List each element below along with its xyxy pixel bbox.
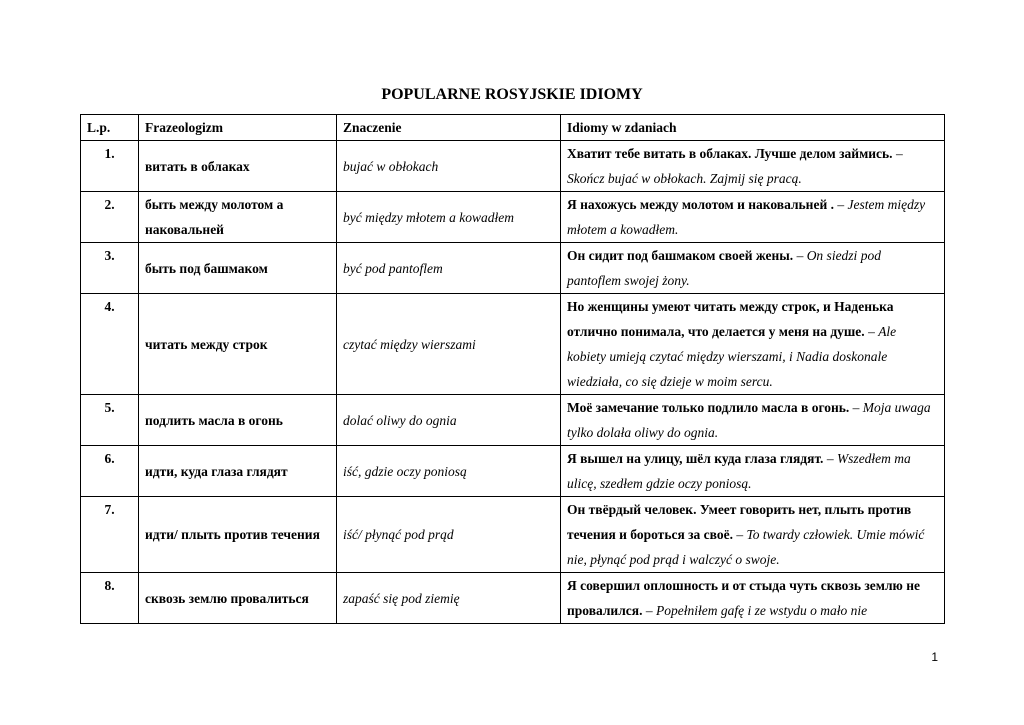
header-idiomy-w-zdaniach: Idiomy w zdaniach	[561, 115, 945, 141]
example-russian: Он твёрдый человек. Умеет говорить нет, плыть против течения и бороться за своё.	[567, 502, 912, 542]
row-number: 8.	[81, 573, 139, 624]
table-header-row	[81, 115, 945, 141]
example-polish: – Jestem między młotem a kowadłem.	[567, 197, 926, 237]
row-idiom: идти/ плыть против течения	[139, 497, 337, 573]
row-idiom: быть между молотом а наковальней	[139, 192, 337, 243]
table-row	[81, 497, 945, 573]
table-row	[81, 141, 945, 192]
row-number: 1.	[81, 141, 139, 192]
row-meaning: być między młotem a kowadłem	[337, 192, 561, 243]
table-row	[81, 446, 945, 497]
example-russian: Я совершил оплошность и от стыда чуть сквозь землю не провалился.	[567, 578, 921, 618]
row-idiom: сквозь землю провалиться	[139, 573, 337, 624]
example-polish: – Skończ bujać w obłokach. Zajmij się pracą.	[567, 146, 903, 186]
table-row	[81, 243, 945, 294]
row-idiom: быть под башмаком	[139, 243, 337, 294]
row-meaning: czytać między wierszami	[337, 294, 561, 395]
header-lp: L.p.	[81, 115, 139, 141]
row-number: 6.	[81, 446, 139, 497]
row-example	[561, 573, 945, 624]
table-row	[81, 294, 945, 395]
row-example	[561, 395, 945, 446]
row-number: 4.	[81, 294, 139, 395]
example-russian: Но женщины умеют читать между строк, и Наденька отлично понимала, что делается у меня на душе.	[567, 299, 894, 339]
row-example	[561, 294, 945, 395]
example-russian: Моё замечание только подлило масла в огонь.	[567, 400, 850, 415]
row-meaning: dolać oliwy do ognia	[337, 395, 561, 446]
table-row	[81, 192, 945, 243]
row-meaning: zapaść się pod ziemię	[337, 573, 561, 624]
example-russian: Он сидит под башмаком своей жены.	[567, 248, 794, 263]
row-number: 7.	[81, 497, 139, 573]
table-row	[81, 573, 945, 624]
row-example	[561, 192, 945, 243]
row-idiom: идти, куда глаза глядят	[139, 446, 337, 497]
row-meaning: iść, gdzie oczy poniosą	[337, 446, 561, 497]
row-number: 3.	[81, 243, 139, 294]
row-example	[561, 446, 945, 497]
example-polish: – Popełniłem gafę i ze wstydu o mało nie	[642, 603, 868, 618]
row-meaning: bujać w obłokach	[337, 141, 561, 192]
table-row	[81, 395, 945, 446]
row-example	[561, 243, 945, 294]
row-idiom: подлить масла в огонь	[139, 395, 337, 446]
example-russian: Хватит тебе витать в облаках. Лучше делом займись.	[567, 146, 893, 161]
example-polish: – To twardy człowiek. Umie mówić nie, płynąć pod prąd i walczyć o swoje.	[567, 527, 925, 567]
example-polish: – Moja uwaga tylko dolała oliwy do ognia.	[567, 400, 931, 440]
row-number: 5.	[81, 395, 139, 446]
idioms-table	[80, 114, 945, 624]
example-polish: – On siedzi pod pantoflem swojej żony.	[567, 248, 881, 288]
row-meaning: być pod pantoflem	[337, 243, 561, 294]
header-znaczenie: Znaczenie	[337, 115, 561, 141]
header-frazeologizm: Frazeologizm	[139, 115, 337, 141]
row-idiom: витать в облаках	[139, 141, 337, 192]
example-russian: Я нахожусь между молотом и наковальней .	[567, 197, 834, 212]
example-russian: Я вышел на улицу, шёл куда глаза глядят.	[567, 451, 824, 466]
row-example	[561, 497, 945, 573]
page-title: POPULARNE ROSYJSKIE IDIOMY	[381, 86, 643, 103]
example-polish: – Wszedłem ma ulicę, szedłem gdzie oczy poniosą.	[567, 451, 911, 491]
row-meaning: iść/ płynąć pod prąd	[337, 497, 561, 573]
page-number: 1	[931, 650, 938, 664]
row-number: 2.	[81, 192, 139, 243]
row-idiom: читать между строк	[139, 294, 337, 395]
example-polish: – Ale kobiety umieją czytać między wierszami, i Nadia doskonale wiedziała, co się dzieje w moim sercu.	[567, 324, 897, 389]
row-example	[561, 141, 945, 192]
